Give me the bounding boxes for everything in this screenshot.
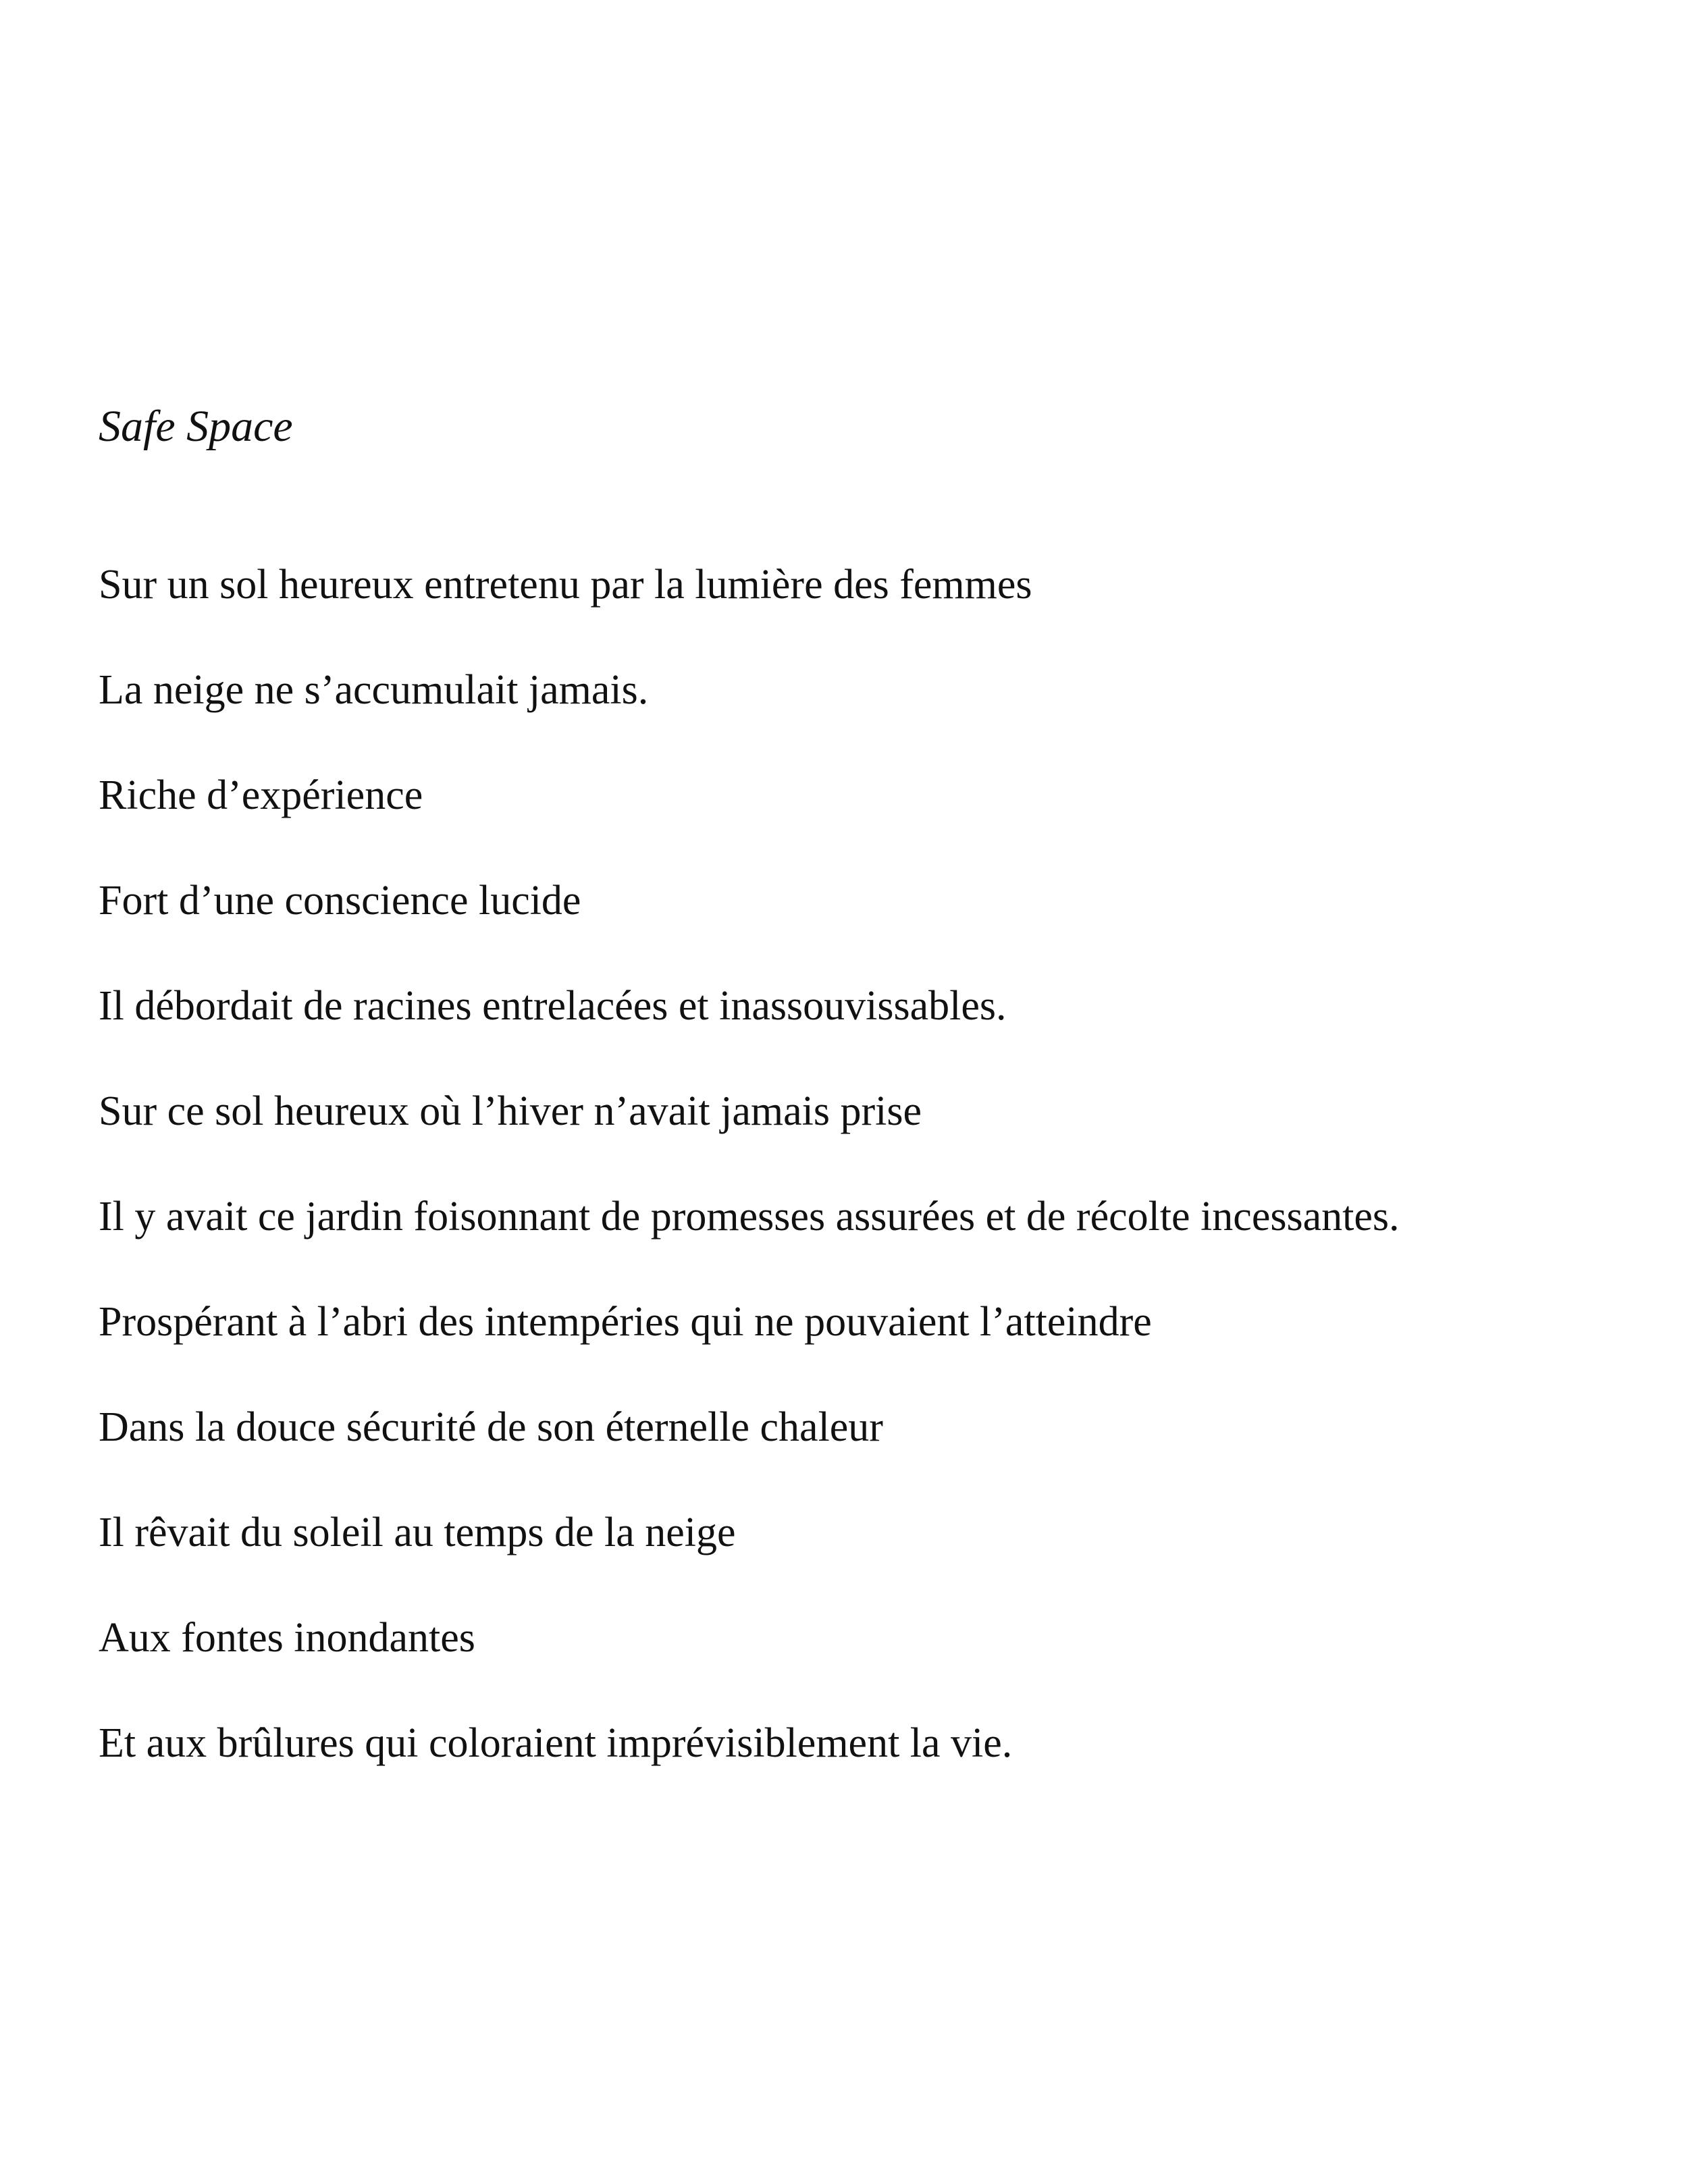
poem-line: Et aux brûlures qui coloraient imprévisiblement la vie. [99,1720,1013,1766]
poem-line: Dans la douce sécurité de son éternelle chaleur [99,1404,883,1450]
poem-line: Sur un sol heureux entretenu par la lumière des femmes [99,562,1032,608]
poem-line: Fort d’une conscience lucide [99,878,581,924]
poem-body [99,558,1399,1770]
poem-line: Il y avait ce jardin foisonnant de promesses assurées et de récolte incessantes. [99,1194,1400,1240]
poem-title: Safe Space [99,402,293,451]
poem-line: Prospérant à l’abri des intempéries qui ne pouvaient l’atteindre [99,1299,1152,1345]
poem-line: Riche d’expérience [99,772,423,818]
poem-line: La neige ne s’accumulait jamais. [99,667,649,713]
poem-line: Il débordait de racines entrelacées et inassouvissables. [99,983,1007,1029]
poem-line: Il rêvait du soleil au temps de la neige [99,1510,736,1555]
poem-line: Aux fontes inondantes [99,1615,475,1661]
poem-line: Sur ce sol heureux où l’hiver n’avait jamais prise [99,1088,922,1134]
